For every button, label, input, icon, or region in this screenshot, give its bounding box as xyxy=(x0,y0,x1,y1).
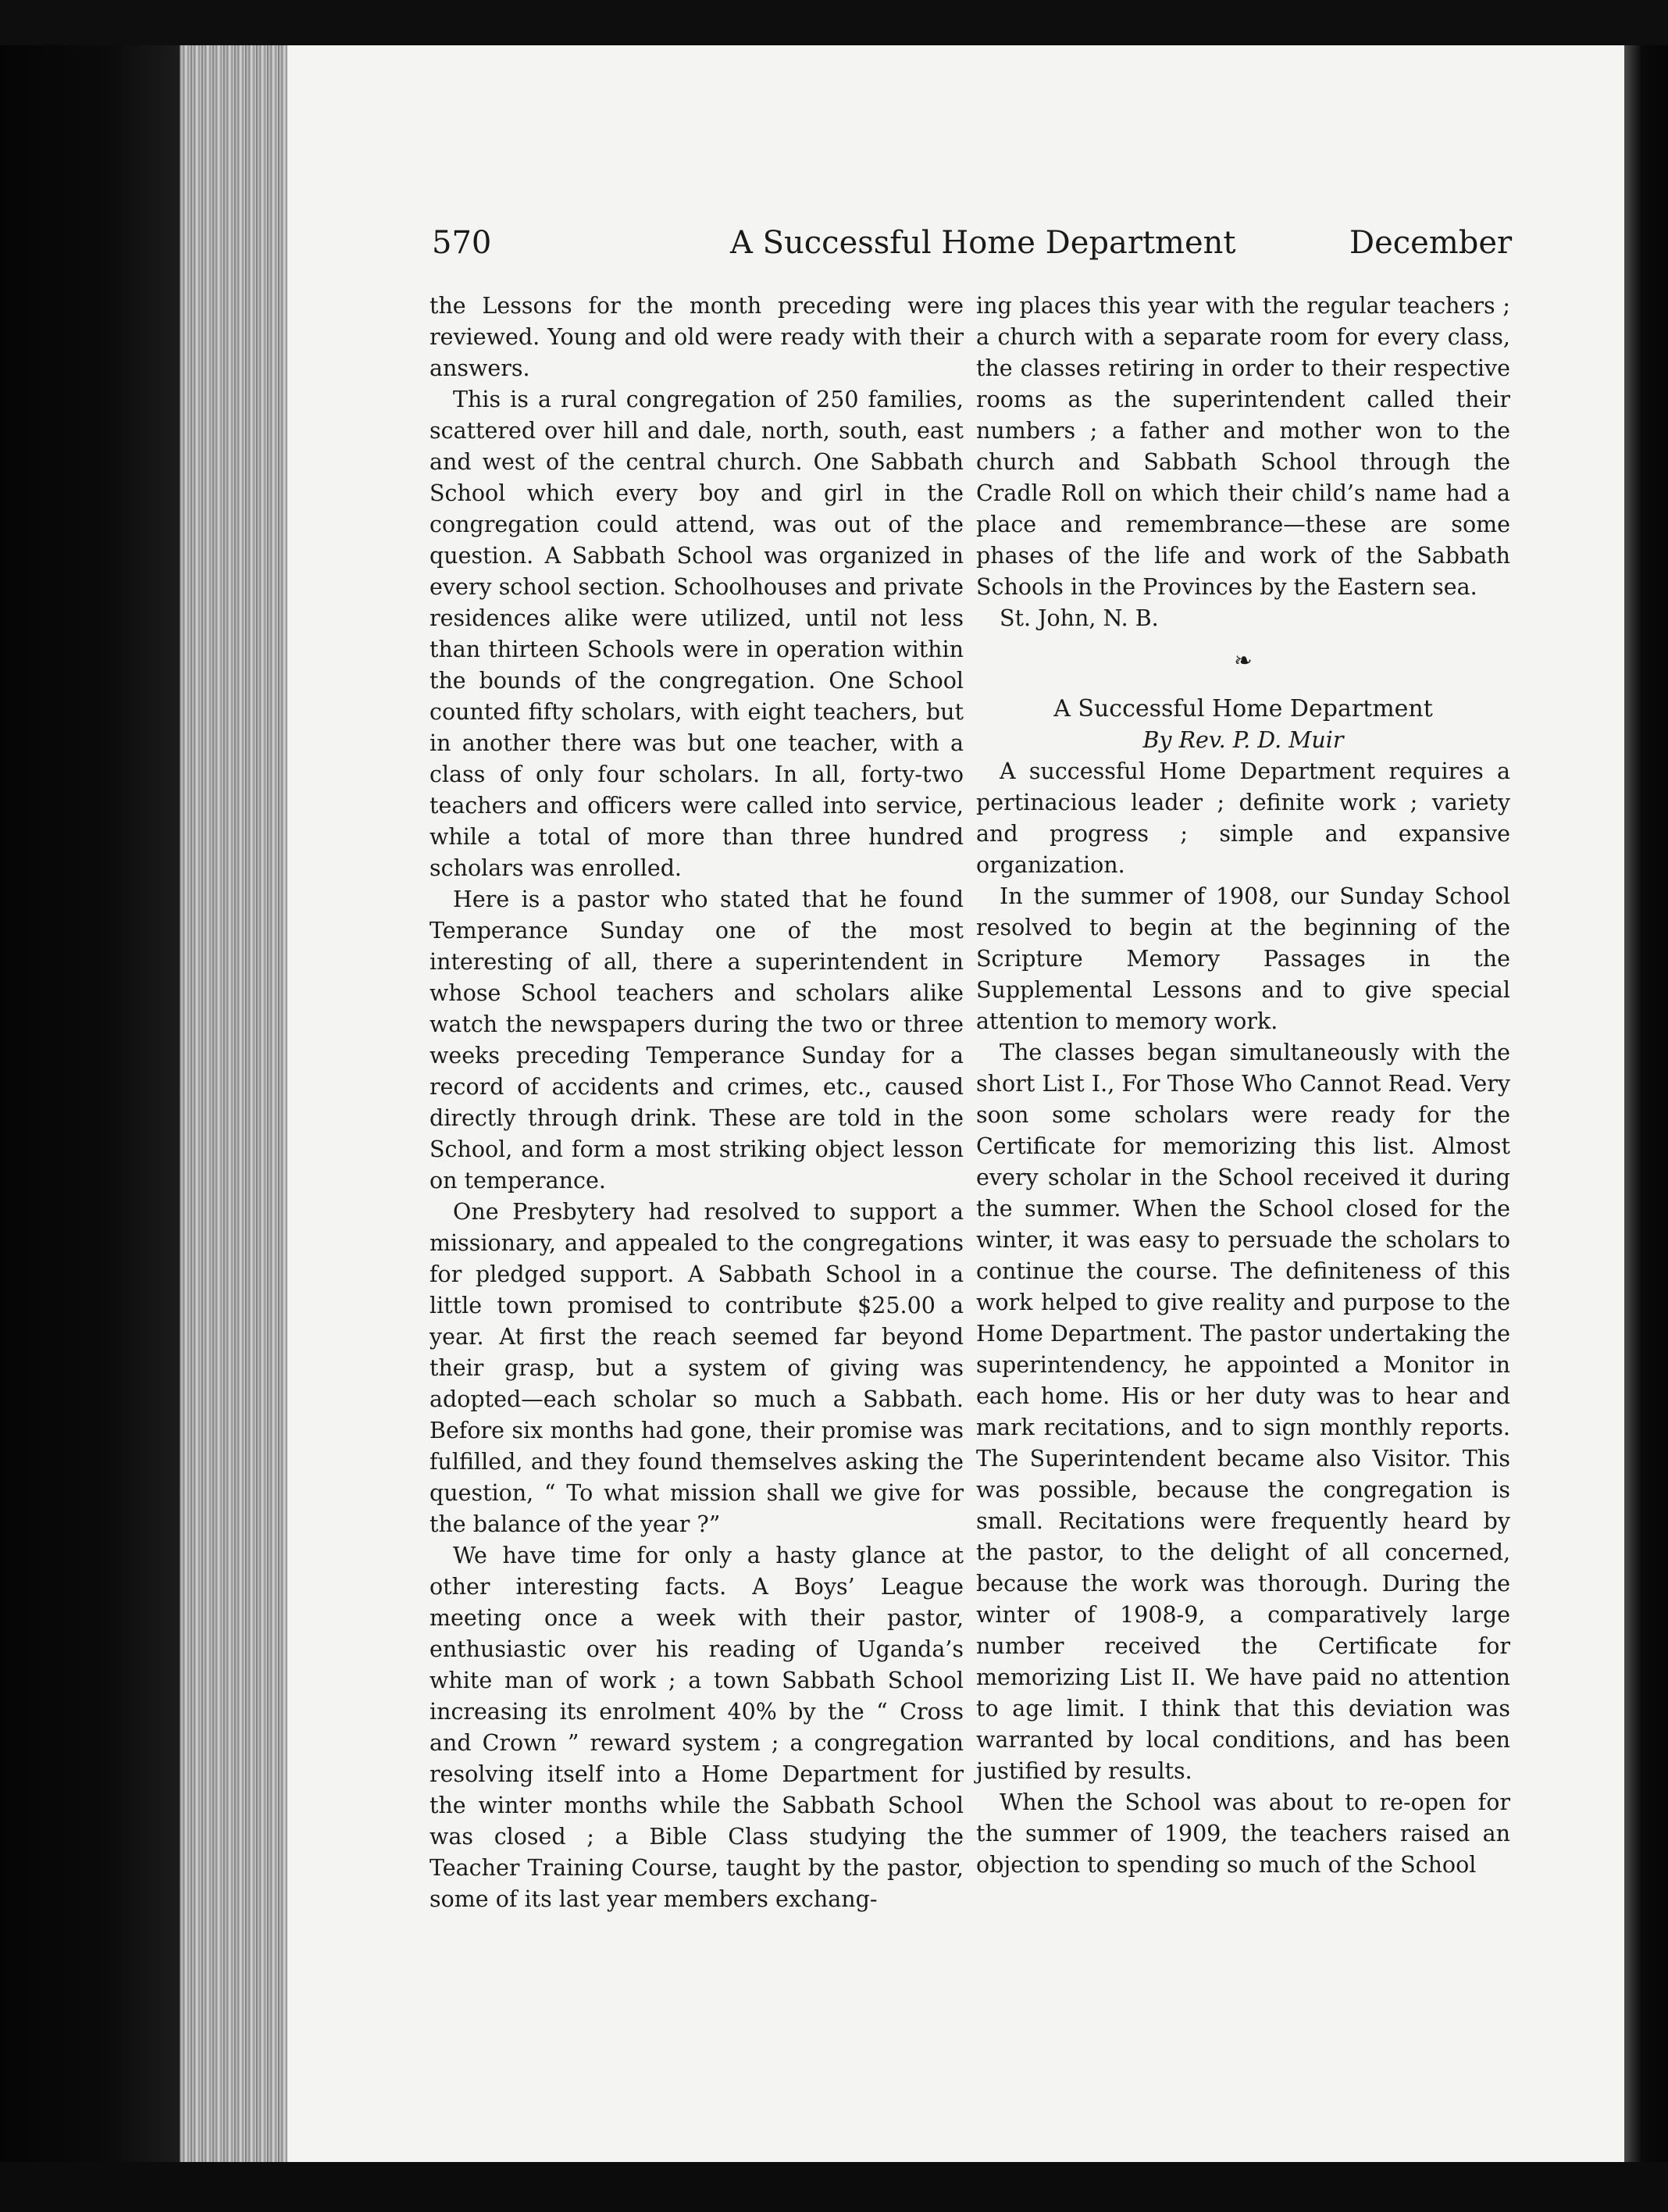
paragraph: When the School was about to re-open for the summer of 1909, the teachers raised an objection to spending so much of the School xyxy=(976,1789,1510,1878)
scan-bottom-border xyxy=(0,2162,1668,2212)
scan-top-border xyxy=(0,0,1668,45)
continued-paragraph: ing places this year with the regular teachers ; a church with a separate room for every class, the classes retiring in order to their respective rooms as the superintendent called their numbers ; a father and mother won to the church and Sabbath School through the Cradle Roll on which their child’s name had a place and remembrance—these are some phases of the life and work of the Sabbath Schools in the Provinces by the Eastern sea. xyxy=(976,293,1510,600)
place-signoff: St. John, N. B. xyxy=(1000,605,1159,631)
paragraph: This is a rural congregation of 250 families, scattered over hill and dale, north, south, east and west of the central church. One Sabbath School which every boy and girl in the congregation could attend, was out of the question. A Sabbath School was organized in every school section. Schoolhouses and private residences alike were utilized, until not less than thirteen Schools were in operation within the bounds of the congregation. One School counted fifty scholars, with eight teachers, but in another there was but one teacher, with a class of only four scholars. In all, forty-two teachers and officers were called into service, while a total of more than three hundred scholars was enrolled. xyxy=(429,387,964,881)
section-ornament: ❧ xyxy=(1234,648,1253,673)
book-spine-shadow xyxy=(0,45,180,2162)
paragraph: Here is a pastor who stated that he found Temperance Sunday one of the most interesting of all, there a superintendent in whose School teachers and scholars alike watch the newspapers during the two or three weeks preceding Temperance Sunday for a record of accidents and crimes, etc., caused directly through drink. These are told in the School, and form a most striking object lesson on temperance. xyxy=(429,887,964,1193)
page-edges xyxy=(180,45,289,2162)
scan-right-border xyxy=(1624,45,1668,2162)
paragraph: In the summer of 1908, our Sunday School resolved to begin at the beginning of the Scripture Memory Passages in the Supplemental Lessons and to give special attention to memory work. xyxy=(976,883,1510,1034)
paragraph: the Lessons for the month preceding were reviewed. Young and old were ready with their answers. xyxy=(429,293,964,381)
issue-month: December xyxy=(1349,225,1513,261)
paragraph: A successful Home Department requires a pertinacious leader ; definite work ; variety and progress ; simple and expansive organization. xyxy=(976,758,1510,878)
paragraph: One Presbytery had resolved to support a missionary, and appealed to the congregations for pledged support. A Sabbath School in a little town promised to contribute $25.00 a year. At first the reach seemed far beyond their grasp, but a system of giving was adopted—each scholar so much a Sabbath. Before six months had gone, their promise was fulfilled, and they found themselves asking the question, “ To what mission shall we give for the balance of the year ?” xyxy=(429,1199,964,1537)
left-column xyxy=(429,291,964,1915)
paragraph: We have time for only a hasty glance at other interesting facts. A Boys’ League meeting once a week with their pastor, enthusiastic over his reading of Uganda’s white man of work ; a town Sabbath School increasing its enrolment 40% by the “ Cross and Crown ” reward system ; a congregation resolving itself into a Home Department for the winter months while the Sabbath School was closed ; a Bible Class studying the Teacher Training Course, taught by the pastor, some of its last year members exchang- xyxy=(429,1543,964,1912)
running-title: A Successful Home Department xyxy=(730,225,1236,261)
article-byline: By Rev. P. D. Muir xyxy=(1142,727,1344,753)
right-column xyxy=(976,291,1510,1881)
page-number: 570 xyxy=(432,225,492,261)
article-title: A Successful Home Department xyxy=(1053,695,1433,722)
paragraph: The classes began simultaneously with the short List I., For Those Who Cannot Read. Very soon some scholars were ready for the Certificate for memorizing this list. Almost every scholar in the School received it during the summer. When the School closed for the winter, it was easy to persuade the scholars to continue the course. The definiteness of this work helped to give reality and purpose to the Home Department. The pastor undertaking the superintendency, he appointed a Monitor in each home. His or her duty was to hear and mark recitations, and to sign monthly reports. The Superintendent became also Visitor. This was possible, because the congregation is small. Recitations were frequently heard by the pastor, to the delight of all concerned, because the work was thorough. During the winter of 1908-9, a comparatively large number received the Certificate for memorizing List II. We have paid no attention to age limit. I think that this deviation was warranted by local conditions, and has been justified by results. xyxy=(976,1040,1510,1784)
